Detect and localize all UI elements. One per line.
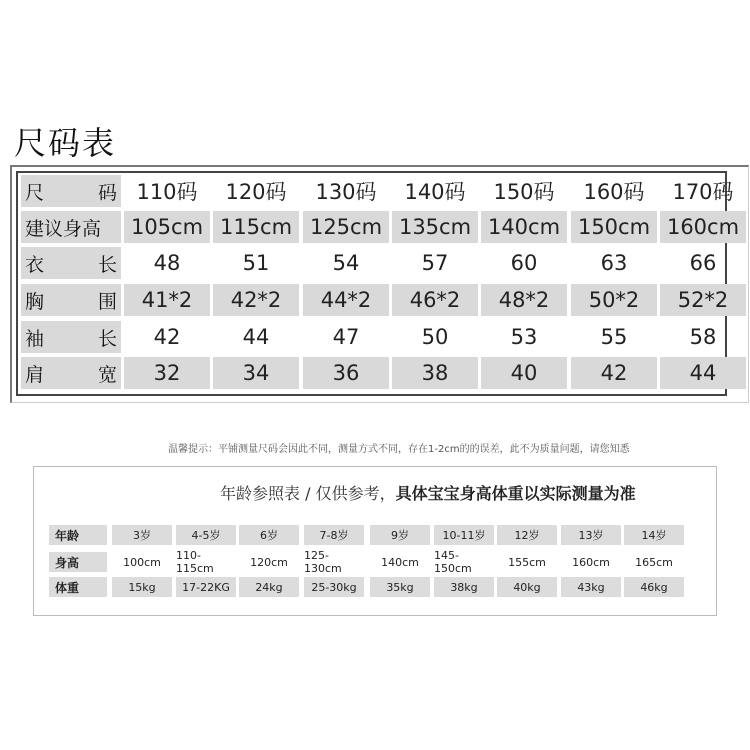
- size-cell: 58: [689, 325, 717, 349]
- size-cell: 51: [242, 251, 270, 275]
- size-cell: 32: [124, 357, 210, 389]
- size-row-label: [21, 357, 121, 389]
- size-cell: 42: [153, 325, 181, 349]
- size-row-label-char: 宽: [97, 363, 117, 386]
- size-row-label: [21, 321, 121, 353]
- size-cell: 140cm: [481, 211, 567, 243]
- age-table-title: [220, 481, 636, 504]
- size-cell: 48*2: [481, 284, 567, 316]
- age-row-label: 年龄: [49, 525, 107, 545]
- age-cell: 35kg: [370, 577, 430, 597]
- age-cell: 7-8岁: [304, 525, 364, 545]
- age-cell: 15kg: [112, 577, 172, 597]
- size-row-label-char: 袖: [25, 327, 45, 350]
- age-row: [34, 525, 716, 547]
- age-cell: 17-22KG: [176, 577, 236, 597]
- size-row-label-char: 尺: [25, 181, 45, 204]
- age-row: [34, 577, 716, 599]
- size-cell: 115cm: [213, 211, 299, 243]
- size-cell: 40: [481, 357, 567, 389]
- age-row: [34, 549, 716, 575]
- size-row-label: [21, 175, 121, 207]
- age-cell: 155cm: [508, 555, 546, 569]
- age-table-title-sep: / 仅供参考，: [300, 484, 396, 503]
- size-cell: 42: [571, 357, 657, 389]
- size-row-label-char: 胸: [25, 290, 45, 313]
- size-row: [18, 173, 734, 209]
- size-row-label: [21, 247, 121, 279]
- size-cell: 170码: [672, 180, 734, 204]
- size-cell: 52*2: [660, 284, 746, 316]
- size-cell: 36: [303, 357, 389, 389]
- age-cell: 110-115cm: [176, 549, 214, 575]
- age-cell: 3岁: [112, 525, 172, 545]
- age-cell: 25-30kg: [304, 577, 364, 597]
- size-cell: 135cm: [392, 211, 478, 243]
- age-cell: 43kg: [561, 577, 621, 597]
- age-cell: 120cm: [250, 555, 288, 569]
- size-cell: 44*2: [303, 284, 389, 316]
- size-cell: 105cm: [124, 211, 210, 243]
- measurement-note: 温馨提示：平铺测量尺码会因此不同，测量方式不同，存在1-2cm的的误差，此不为质量问题，请您知悉: [168, 444, 630, 455]
- age-cell: 140cm: [381, 555, 419, 569]
- age-cell: 14岁: [624, 525, 684, 545]
- size-cell: 53: [510, 325, 538, 349]
- size-cell: 46*2: [392, 284, 478, 316]
- age-row-label: 体重: [49, 577, 107, 597]
- page-title: 尺码表: [14, 124, 117, 162]
- age-cell: 165cm: [635, 555, 673, 569]
- size-row-label-char: 衣: [25, 253, 45, 276]
- age-cell: 24kg: [239, 577, 299, 597]
- size-row-label-char: 码: [97, 181, 117, 204]
- size-row: [18, 355, 725, 391]
- age-cell: 125-130cm: [304, 549, 342, 575]
- age-cell: 160cm: [572, 555, 610, 569]
- size-cell: 47: [332, 325, 360, 349]
- size-cell: 44: [242, 325, 270, 349]
- age-cell: 38kg: [434, 577, 494, 597]
- size-cell: 160cm: [660, 211, 746, 243]
- size-cell: 34: [213, 357, 299, 389]
- age-cell: 46kg: [624, 577, 684, 597]
- size-cell: 66: [689, 251, 717, 275]
- size-cell: 57: [421, 251, 449, 275]
- size-cell: 60: [510, 251, 538, 275]
- size-cell: 110码: [136, 180, 198, 204]
- age-cell: 100cm: [123, 555, 161, 569]
- size-cell: 160码: [583, 180, 645, 204]
- age-cell: 40kg: [497, 577, 557, 597]
- size-cell: 63: [600, 251, 628, 275]
- age-cell: 6岁: [239, 525, 299, 545]
- size-row: [18, 282, 729, 318]
- age-reference-table: [33, 466, 717, 616]
- size-cell: 150cm: [571, 211, 657, 243]
- size-cell: 48: [153, 251, 181, 275]
- size-row-label: [21, 284, 121, 316]
- age-cell: 12岁: [497, 525, 557, 545]
- size-row-label-char: 肩: [25, 363, 45, 386]
- size-row-label-char: 长: [97, 253, 117, 276]
- size-row: [18, 319, 725, 355]
- size-cell: 50*2: [571, 284, 657, 316]
- age-cell: 9岁: [370, 525, 430, 545]
- size-cell: 54: [332, 251, 360, 275]
- age-row-label: 身高: [49, 552, 107, 572]
- size-row-label-text: 建议身高: [25, 217, 102, 240]
- size-cell: 50: [421, 325, 449, 349]
- size-cell: 55: [600, 325, 628, 349]
- size-cell: 130码: [315, 180, 377, 204]
- size-cell: 38: [392, 357, 478, 389]
- size-cell: 120码: [225, 180, 287, 204]
- size-cell: 42*2: [213, 284, 299, 316]
- size-cell: 41*2: [124, 284, 210, 316]
- age-cell: 4-5岁: [176, 525, 236, 545]
- size-cell: 125cm: [303, 211, 389, 243]
- size-row-label-char: 围: [97, 290, 117, 313]
- size-cell: 150码: [493, 180, 555, 204]
- age-table-title-main: 年龄参照表: [220, 484, 301, 503]
- size-cell: 44: [660, 357, 746, 389]
- size-cell: 140码: [404, 180, 466, 204]
- size-row-label: [21, 211, 121, 243]
- age-cell: 145-150cm: [434, 549, 472, 575]
- size-row: [18, 209, 740, 245]
- age-table-title-note: 具体宝宝身高体重以实际测量为准: [395, 484, 636, 503]
- size-row: [18, 245, 725, 281]
- age-cell: 13岁: [561, 525, 621, 545]
- size-row-label-char: 长: [97, 327, 117, 350]
- size-chart-table: [16, 171, 740, 396]
- age-cell: 10-11岁: [434, 525, 494, 545]
